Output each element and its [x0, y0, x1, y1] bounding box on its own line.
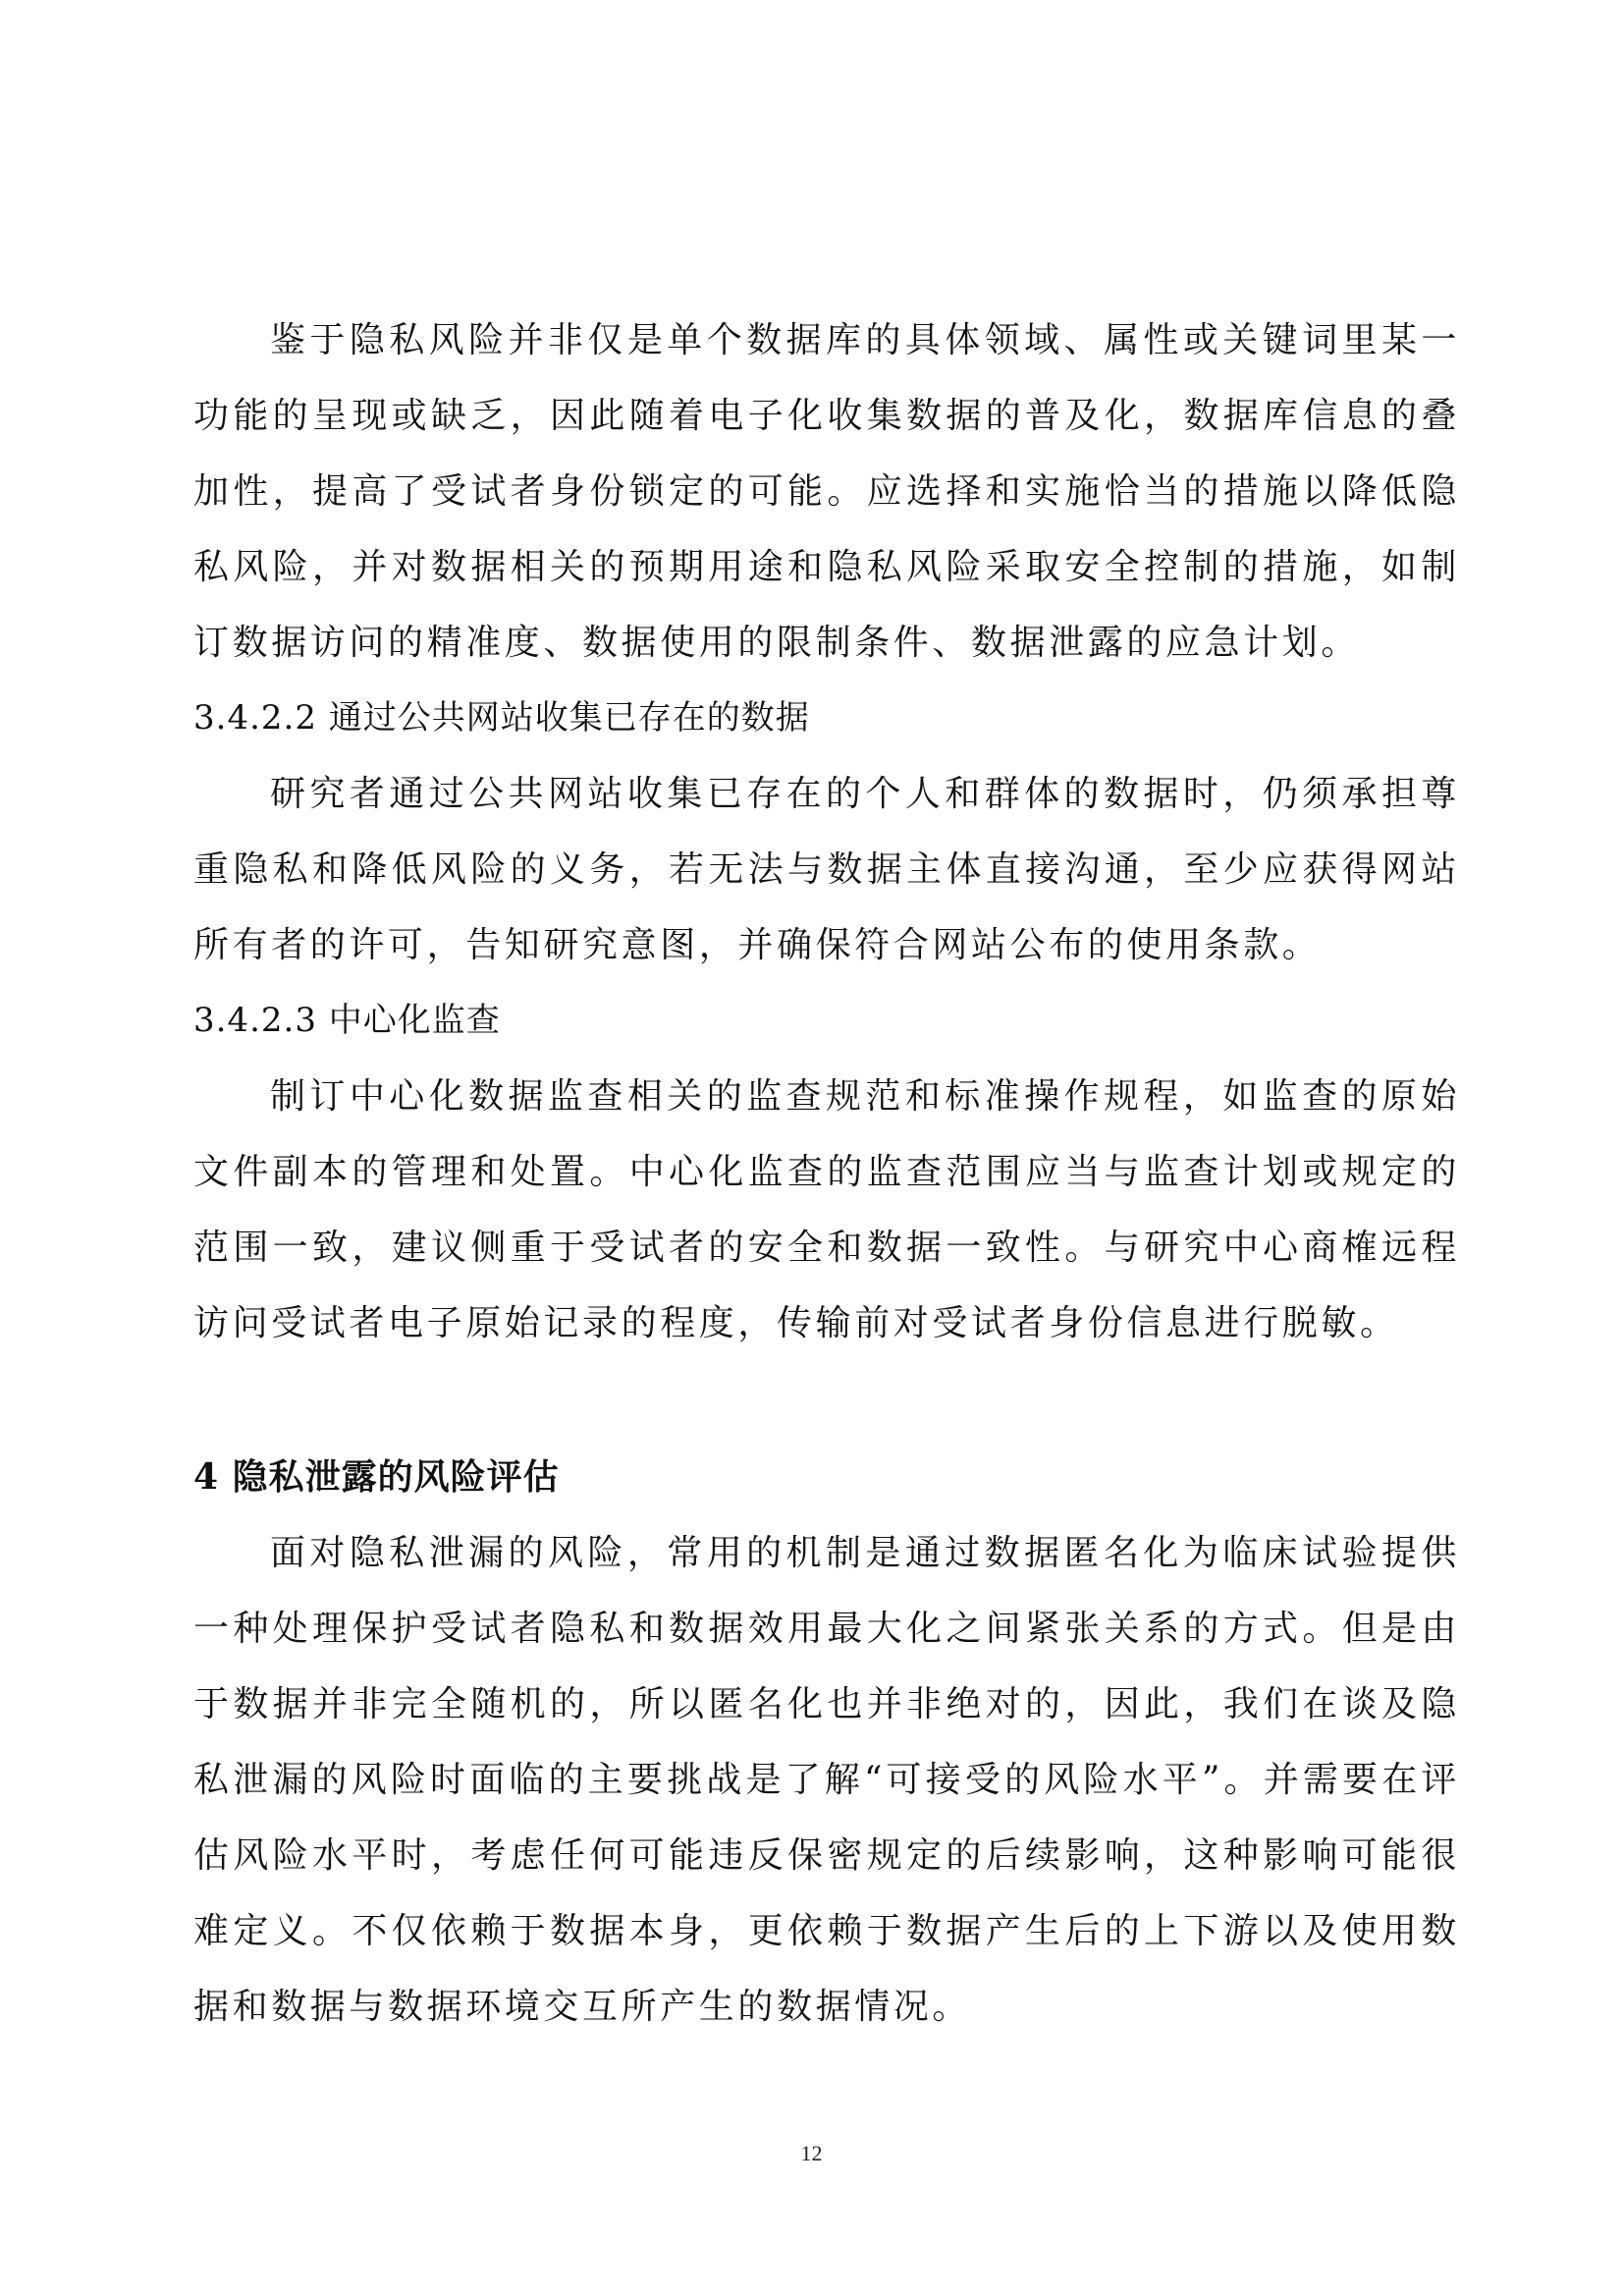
section-spacer [193, 1361, 1460, 1440]
section-4-title: 4 隐私泄露的风险评估 [193, 1456, 560, 1498]
subheading-3-4-2-2: 3.4.2.2 通过公共网站收集已存在的数据 [193, 698, 810, 738]
subheading-3-4-2-3: 3.4.2.3 中心化监查 [193, 1001, 501, 1040]
page-number: 12 [800, 2141, 823, 2165]
paragraph-centralized-monitoring: 制订中心化数据监查相关的监查规范和标准操作规程，如监查的原始文件副本的管理和处置。中心化监查的监查范围应当与监查计划或规定的范围一致，建议侧重于受试者的安全和数据一致性。与研究中心商榷远程访问受试者电子原始记录的程度，传输前对受试者身份信息进行脱敏。 [193, 1076, 1460, 1343]
page-body [193, 302, 1460, 2045]
paragraph-privacy-risk-controls: 鉴于隐私风险并非仅是单个数据库的具体领域、属性或关键词里某一功能的呈现或缺乏，因此随着电子化收集数据的普及化，数据库信息的叠加性，提高了受试者身份锁定的可能。应选择和实施恰当的措施以降低隐私风险，并对数据相关的预期用途和隐私风险采取安全控制的措施，如制订数据访问的精准度、数据使用的限制条件、数据泄露的应急计划。 [193, 320, 1460, 663]
paragraph-public-website-data: 研究者通过公共网站收集已存在的个人和群体的数据时，仍须承担尊重隐私和降低风险的义务，若无法与数据主体直接沟通，至少应获得网站所有者的许可，告知研究意图，并确保符合网站公布的使用条款。 [193, 774, 1460, 965]
paragraph-privacy-leak-assessment: 面对隐私泄漏的风险，常用的机制是通过数据匿名化为临床试验提供一种处理保护受试者隐私和数据效用最大化之间紧张关系的方式。但是由于数据并非完全随机的，所以匿名化也并非绝对的，因此，我们在谈及隐私泄漏的风险时面临的主要挑战是了解“可接受的风险水平”。并需要在评估风险水平时，考虑任何可能违反保密规定的后续影响，这种影响可能很难定义。不仅依赖于数据本身，更依赖于数据产生后的上下游以及使用数据和数据与数据环境交互所产生的数据情况。 [193, 1533, 1460, 2027]
